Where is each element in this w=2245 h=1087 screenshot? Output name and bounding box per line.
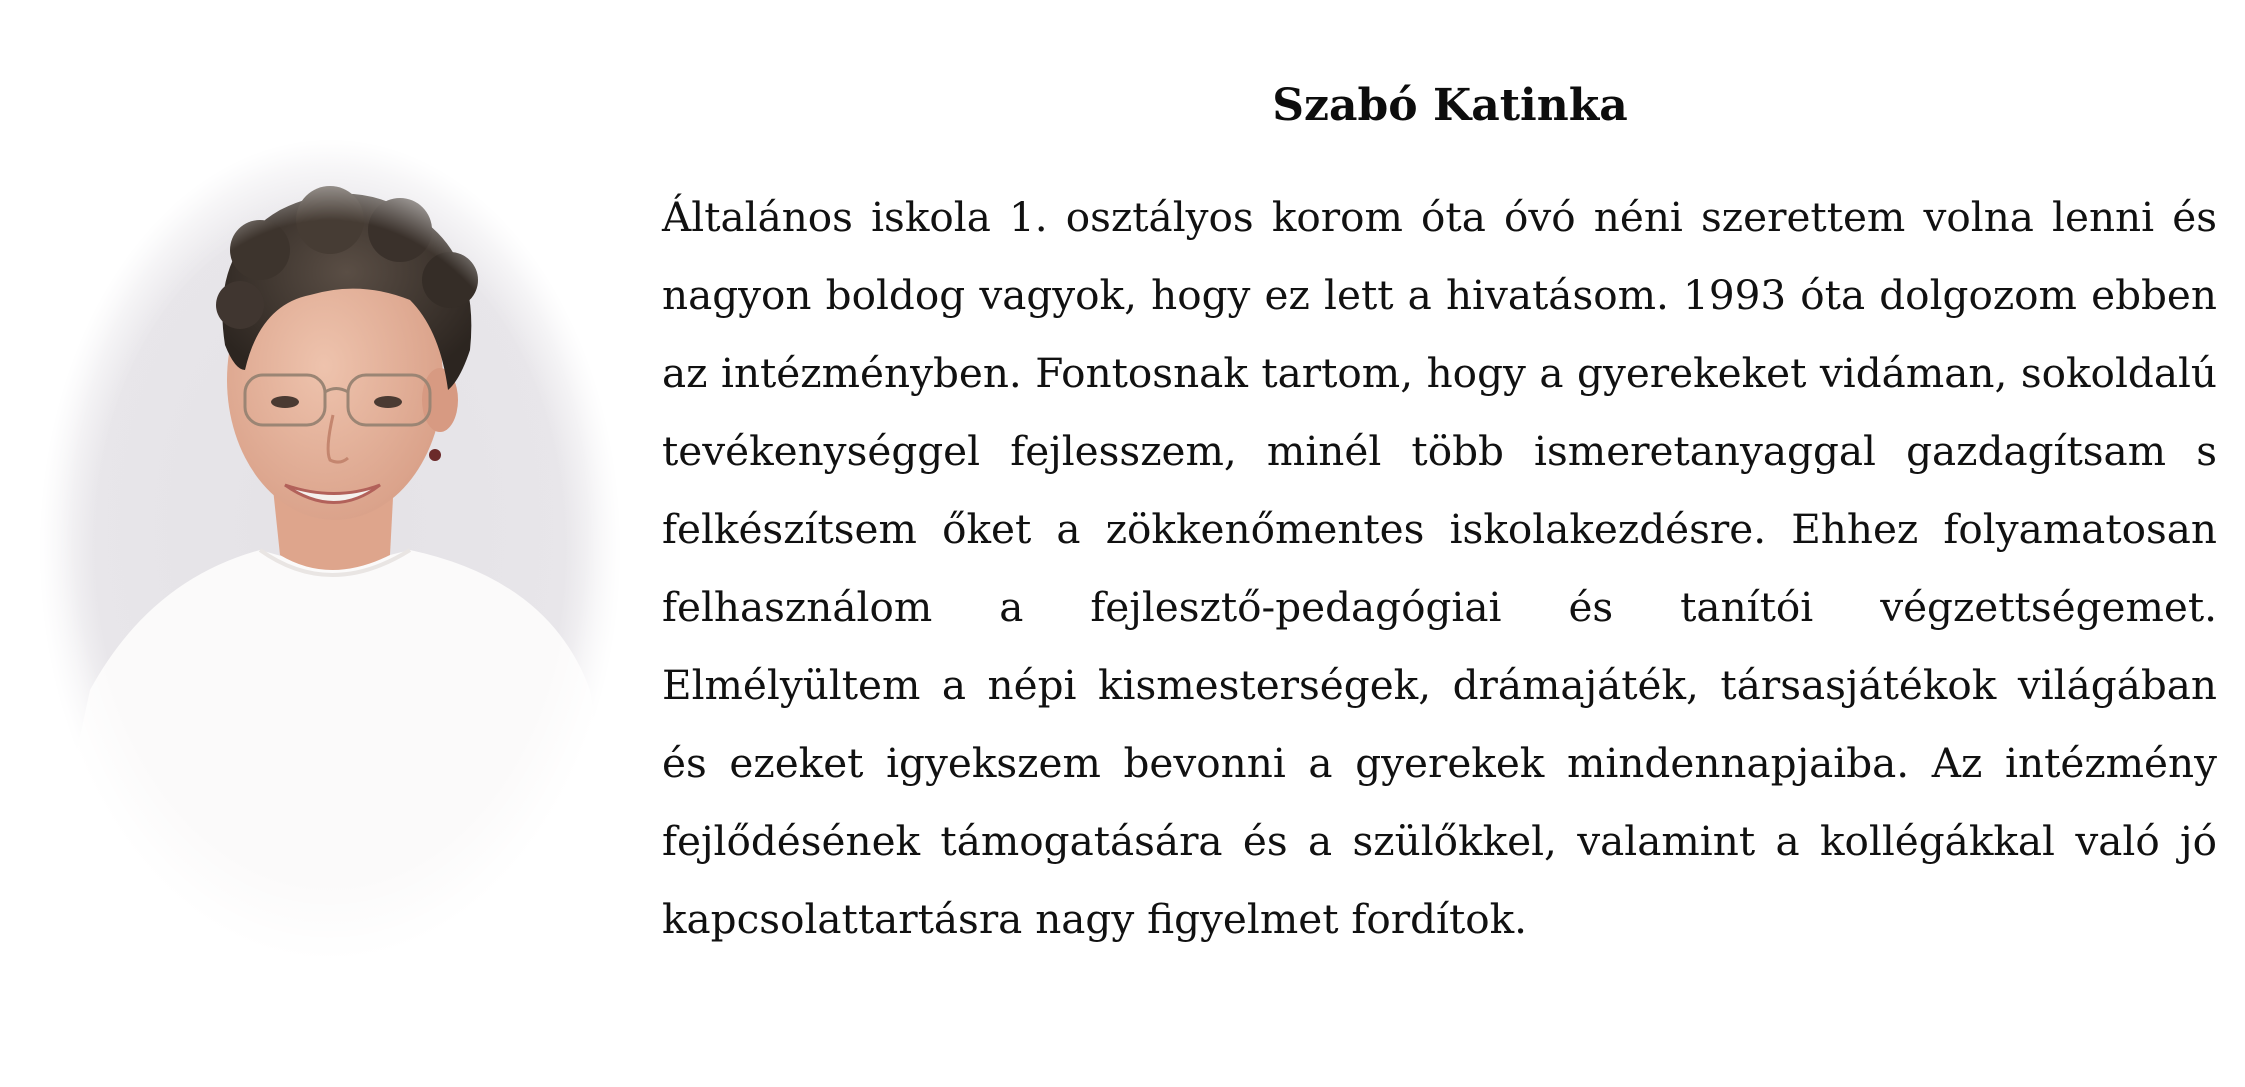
- portrait-photo: [30, 130, 630, 970]
- person-name: Szabó Katinka: [1272, 80, 1628, 131]
- bio-paragraph: Általános iskola 1. osztályos korom óta óvó néni szerettem volna lenni és nagyon boldog vagyok, hogy ez lett a hivatásom. 1993 óta dolgozom ebben az intézményben. Fontosnak tartom, hogy a gyerekeket vidáman, sokoldalú tevékenységgel fejlesszem, minél több ismeretanyaggal gazdagítsam s felkészítsem őket a zökkenőmentes iskolakezdésre. Ehhez folyamatosan felhasználom a fejlesztő-pedagógiai és tanítói végzettségemet. Elmélyültem a népi kismesterségek, drámajáték, társasjátékok világában és ezeket igyekszem bevonni a gyerekek mindennapjaiba. Az intézmény fejlődésének támogatására és a szülőkkel, valamint a kollégákkal való jó kapcsolattartásra nagy figyelmet fordítok.: [662, 193, 2217, 943]
